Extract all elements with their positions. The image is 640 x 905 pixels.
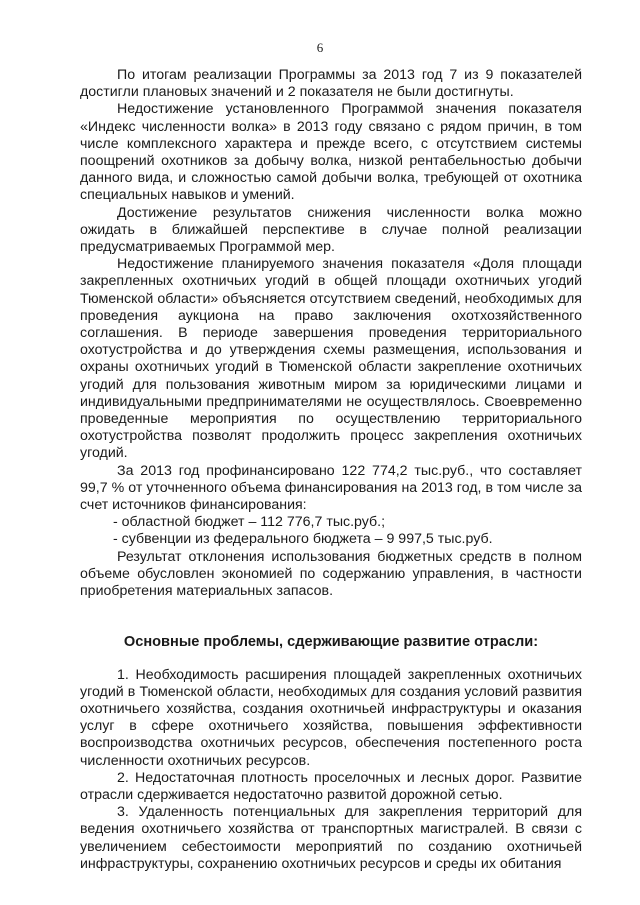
problem-item-2: 2. Недостаточная плотность проселочных и лесных дорог. Развитие отрасли сдерживается недостаточно развитой дорожной сетью. [80, 769, 582, 803]
problem-item-1: 1. Необходимость расширения площадей закрепленных охотничьих угодий в Тюменской области, необходимых для создания условий развития охотничьего хозяйства, создания охотничьей инфраструктуры и оказания услуг в сфере охотничьего хозяйства, повышения эффективности воспроизводства охотничьих ресурсов, обеспечения постепенного роста численности охотничьих ресурсов. [80, 666, 582, 769]
paragraph-deviation: Результат отклонения использования бюджетных средств в полном объеме обусловлен экономией по содержанию управления, в частности приобретения материальных запасов. [80, 548, 582, 600]
problem-item-3: 3. Удаленность потенциальных для закрепления территорий для ведения охотничьего хозяйства от транспортных магистралей. В связи с увеличением себестоимости мероприятий по созданию охотничьей инфраструктуры, сохранению охотничьих ресурсов и среды их обитания [80, 804, 582, 872]
funding-item-federal: - субвенции из федерального бюджета – 9 997,5 тыс.руб. [113, 531, 493, 548]
funding-item-regional: - областной бюджет – 112 776,7 тыс.руб.; [113, 514, 386, 531]
paragraph-funding: За 2013 год профинансировано 122 774,2 тыс.руб., что составляет 99,7 % от уточненного объема финансирования на 2013 год, в том числе за счет источников финансирования: [80, 462, 582, 514]
section-heading: Основные проблемы, сдерживающие развитие отрасли: [123, 634, 539, 651]
paragraph-wolf-index: Недостижение установленного Программой значения показателя «Индекс численности волка» в 2013 году связано с рядом причин, в том числе комплексного характера и прежде всего, с отсутствием системы поощрений охотников за добычу волка, низкой рентабельностью добычи данного вида, и сложностью самой добычи волка, требующей от охотника специальных навыков и умений. [80, 101, 582, 204]
page-number: 6 [316, 40, 324, 55]
document-body [80, 67, 582, 873]
paragraph-wolf-outlook: Достижение результатов снижения численности волка можно ожидать в ближайшей перспективе в случае полной реализации предусматриваемых Программой мер. [80, 204, 582, 256]
paragraph-summary: По итогам реализации Программы за 2013 год 7 из 9 показателей достигли плановых значений и 2 показателя не были достигнуты. [80, 67, 582, 101]
paragraph-hunting-grounds: Недостижение планируемого значения показателя «Доля площади закрепленных охотничьих угодий в общей площади охотничьих угодий Тюменской области» объясняется отсутствием сведений, необходимых для проведения аукциона на право заключения охотхозяйственного соглашения. В периоде завершения проведения территориального охотустройства и до утверждения схемы размещения, использования и охраны охотничьих угодий в Тюменской области закрепление охотничьих угодий для пользования животным миром за юридическими лицами и индивидуальными предпринимателями не осуществлялось. Своевременно проведенные мероприятия по осуществлению территориального охотустройства позволят продолжить процесс закрепления охотничьих угодий. [80, 256, 582, 462]
